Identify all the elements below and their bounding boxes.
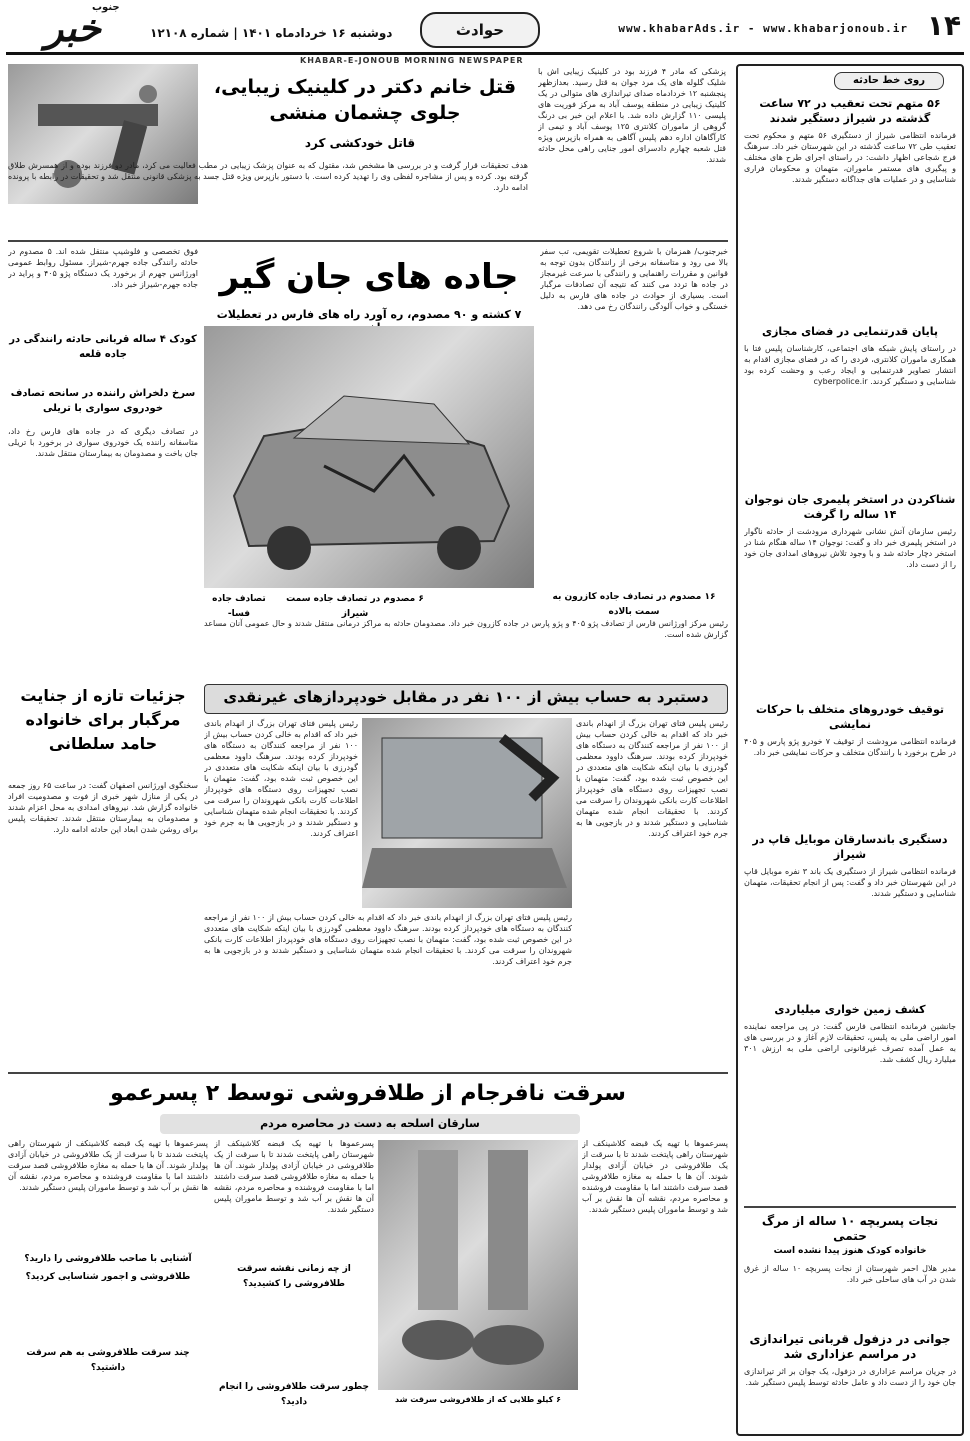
gold-question-3: چند سرقت طلافروشی به هم سرقت داشتید؟ xyxy=(26,1348,190,1373)
sidebar-item-title: کشف زمین خواری میلیاردی xyxy=(774,1003,926,1016)
gold-subtitle-bar: سارقان اسلحه به دست در محاصره مردم xyxy=(160,1114,580,1134)
newspaper-logo: خبر xyxy=(45,5,101,50)
page-number: ۱۴ xyxy=(926,9,962,42)
masthead-rule xyxy=(6,52,964,55)
section-title: حوادث xyxy=(420,12,540,48)
road-caption-3: تصادف جاده فسا- xyxy=(212,594,266,619)
sidebar-item-title: پایان قدرتنمایی در فضای مجازی xyxy=(761,325,939,338)
sidebar-item xyxy=(744,96,956,316)
sidebar-item xyxy=(744,702,956,822)
sidebar-item-title: دستگیری باندسارقان موبایل قاپ در شیراز xyxy=(752,833,948,861)
sidebar-item-title: جوانی در دزفول قربانی تیراندازی در مراسم عزاداری شد xyxy=(749,1332,951,1361)
sidebar-divider xyxy=(744,1206,956,1208)
sidebar-item-subtitle: خانواده کودک هنوز پیدا نشده است xyxy=(773,1246,927,1256)
crime-body: رئیس پلیس فتای تهران بزرگ از انهدام باندی خبر داد که اقدام به خالی کردن حساب بیش از ۱۰۰ نفر از مراجعه کنندگان به دستگاه های خودپرداز کرده بودند. سرهنگ داوود معظمی گودرزی با بیان اینکه شکایت های متعددی در این خصوص ثبت شده بود، گفت: متهمان با نصب تجهیزات روی دستگاه های خودپرداز اطلاعات کارت بانکی شهروندان را سرقت می کردند. با تحقیقات انجام شده متهمان شناسایی و دستگیر شدند و در بازجویی ها به جرم خود اعتراف کردند. xyxy=(576,719,728,838)
sidebar-item-body: در راستای پایش شبکه های اجتماعی، کارشناسان پلیس فتا با همکاری ماموران کلانتری، فردی را که در فضای مجازی اقدام به انتشار تصاویر قدرتنمایی و ایجاد رعب و وحشت کرده بود شناسایی و دستگیر کردند. cyberpolice.ir xyxy=(744,344,956,386)
crime-headline: دستبرد به حساب بیش از ۱۰۰ نفر در مقابل خودپردازهای غیرنقدی xyxy=(223,688,709,706)
divider xyxy=(8,1072,728,1074)
gold-headline: سرقت نافرجام از طلافروشی توسط ۲ پسرعمو xyxy=(110,1081,626,1106)
laptop-icon xyxy=(362,718,572,908)
sidebar-item-title: نجات پسربچه ۱۰ ساله از مرگ حتمی xyxy=(761,1214,939,1243)
logo-subtitle: جنوب xyxy=(92,2,120,13)
gold-body-left: پسرعموها با تهیه یک قبضه کلاشینکف از شهرستان راهی پایتخت شدند تا با سرقت از یک طلافروشی در خیابان آزادی پولدار شوند. آن ها با حمله به مغازه طلافروشی قصد سرقت داشتند اما با مقاومت فروشنده و محاصره مردم، نقشه آن ها نقش بر آب شد و توسط ماموران پلیس دستگیر شدند. xyxy=(8,1139,208,1192)
sidebar-label: روی خط حادثه xyxy=(834,72,944,90)
road-caption-2: ۶ مصدوم در تصادف جاده سمت شیراز xyxy=(286,594,424,619)
sidebar-item xyxy=(744,1332,956,1432)
sidebar-item xyxy=(744,1214,956,1324)
gold-photo xyxy=(378,1140,578,1390)
gold-question-2: طلافروشی و اجمور شناسایی کردید؟ xyxy=(25,1272,191,1282)
website-urls[interactable]: www.khabarAds.ir - www.khabarjonoub.ir xyxy=(618,22,908,35)
detail-body: سخنگوی اورژانس اصفهان گفت: در ساعت ۶۵ روز جمعه در یکی از منازل شهر خبری از فوت و مصدومیت افراد خانواده گزارش شد. نیروهای امدادی به محل اعزام شدند و مصدومان به بیمارستان منتقل شدند. تحقیقات پلیس برای روشن شدن ابعاد این حادثه ادامه دارد. xyxy=(8,781,198,834)
crime-body-side: رئیس پلیس فتای تهران بزرگ از انهدام باندی خبر داد که اقدام به خالی کردن حساب بیش از ۱۰۰ نفر از مراجعه کنندگان به دستگاه های خودپرداز کرده بودند. سرهنگ داوود معظمی گودرزی با بیان اینکه شکایت های متعددی در این خصوص ثبت شده بود، گفت: متهمان با نصب تجهیزات روی دستگاه های خودپرداز اطلاعات کارت بانکی شهروندان را سرقت می کردند. با تحقیقات انجام شده متهمان شناسایی و دستگیر شدند و در بازجویی ها به جرم خود اعتراف کردند. xyxy=(204,719,358,838)
road-body-left: رئیس مرکز اورژانس فارس از تصادف پژو ۴۰۵ و پژو پارس در جاده کازرون خبر داد. مصدومان حادثه به مراکز درمانی منتقل شدند و حال عمومی آنان مساعد گزارش شده است. xyxy=(204,619,728,639)
column-left-body: فوق تخصصی و فلوشیپ منتقل شده اند. ۵ مصدوم در حادثه رانندگی جاده جهرم-شیراز. مسئول روابط عمومی اورژانس جهرم از برخورد یک دستگاه پژو ۴۰۵ و پراید در جاده جهرم-شیراز خبر داد. xyxy=(8,247,198,289)
sidebar-item xyxy=(744,1002,956,1202)
sidebar-item-body: مدیر هلال احمر شهرستان از نجات پسربچه ۱۰ ساله از غرق شدن در آب های ساحلی خبر داد. xyxy=(744,1264,956,1284)
sidebar-item-title: ۵۶ متهم تحت تعقیب در ۷۲ ساعت گذشته در شیراز دستگیر شدند xyxy=(759,97,941,125)
gold-question-4: از چه زمانی نقشه سرقت طلافروشی را کشیدید؟ xyxy=(237,1264,351,1289)
column-left-body-2: در تصادف دیگری که در جاده های فارس رخ داد، متاسفانه راننده یک خودروی سواری در برخورد با تریلی جان باخت و مصدومان به بیمارستان منتقل شدند. xyxy=(8,427,198,458)
sidebar-item xyxy=(744,832,956,992)
lead-headline: قتل خانم دکتر در کلینیک زیبایی، جلوی چشمان منشی xyxy=(213,76,517,124)
gold-question-5: چطور سرقت طلافروشی را انجام دادید؟ xyxy=(218,1382,370,1407)
sidebar-item-title: توقیف خودروهای متخلف با حرکات نمایشی xyxy=(755,703,945,731)
gold-photo-caption: ۶ کیلو طلایی که از طلافروشی سرقت شد xyxy=(395,1395,561,1404)
sidebar-item-title: شناکردن در استخر پلیمری جان نوجوان ۱۴ ساله را گرفت xyxy=(744,493,956,521)
road-body: خبرجنوب/ همزمان با شروع تعطیلات تقویمی، تب سفر بالا می رود و متاسفانه برخی از رانندگان بدون توجه به قوانین و مقررات راهنمایی و رانندگی با سرعت غیرمجاز در جاده ها تردد می کنند که نتیجه آن تصادفات مرگبار است. بسیاری از حوادث در جاده های فارس به دلیل خستگی و خواب آلودگی رانندگان رخ می دهد. xyxy=(540,247,728,311)
road-subtitle: ۷ کشته و ۹۰ مصدوم، ره آورد راه های فارس در تعطیلات xyxy=(216,308,522,321)
paper-name: KHABAR-E-JONOUB MORNING NEWSPAPER xyxy=(300,56,524,65)
sidebar-item-body: در جریان مراسم عزاداری در دزفول، یک جوان بر اثر تیراندازی جان خود را از دست داد و عامل حادثه توسط پلیس دستگیر شد. xyxy=(744,1367,956,1387)
column-left-heading-2: سرخ دلخراش راننده در سانحه تصادف خودروی سواری با تریلی xyxy=(10,388,196,414)
car-icon xyxy=(204,326,534,588)
sidebar-item-body: فرمانده انتظامی مرودشت از توقیف ۷ خودرو پژو پارس و ۴۰۵ در طرح برخورد با رانندگان متخلف و حرکات نمایشی خبر داد. xyxy=(744,737,956,757)
road-caption-1: ۱۶ مصدوم در تصادف جاده کازرون به سمت بالاده xyxy=(552,592,716,617)
lead-subtitle: قاتل خودکشی کرد xyxy=(304,136,416,150)
sidebar-item-body: جانشین فرمانده انتظامی فارس گفت: در پی مراجعه نماینده امور اراضی ملی به پلیس، تحقیقات لازم آغاز و در بررسی های به عمل آمده تصرف غیرقانونی اراضی ملی به ارزش ۳۰۱ میلیارد ریال کشف شد. xyxy=(744,1022,956,1064)
sidebar-item-body: رئیس سازمان آتش نشانی شهرداری مرودشت از حادثه ناگوار در استخر پلیمری خبر داد و گفت: نوجوان ۱۴ ساله هنگام شنا در استخر دچار حادثه شد و با وجود تلاش نیروهای امدادی جان خود را از دست داد. xyxy=(744,527,956,569)
gold-question-1: آشنایی با صاحب طلافروشی را دارید؟ xyxy=(24,1254,192,1264)
lead-body-right: پزشکی که مادر ۴ فرزند بود در کلینیک زیبایی اش با شلیک گلوله های یک مرد جوان به قتل رسید. بعدازظهر پنجشنبه ۱۲ خردادماه صدای تیراندازی های متوالی در یک کلینیک زیبایی در منطقه یوسف آباد به مرکز فوریت های پلیسی ۱۱۰ گزارش داده شد. با اعلام این خبر بی درنگ گروهی از ماموران کلانتری ۱۲۵ یوسف آباد و تیمی از کارآگاهان اداره دهم پلیس آگاهی به همراه بازپرس ویژه قتل شعبه چهارم دادسرای امور جنایی راهی محل حادثه شدند. xyxy=(538,67,726,164)
issue-dateline: دوشنبه ۱۶ خردادماه ۱۴۰۱ | شماره ۱۲۱۰۸ xyxy=(150,26,393,40)
shoes-icon xyxy=(378,1140,578,1390)
sidebar-item-body: فرمانده انتظامی شیراز از دستگیری ۵۶ متهم و محکوم تحت تعقیب طی ۷۲ ساعت گذشته در این شهرستان خبر داد. سرهنگ فرج شجاعی اظهار داشت: در راستای اجرای طرح های مختلف و پیگیری های مستمر ماموران، متهمان و محکومان فراری شناسایی و در عملیات های جداگانه دستگیر شدند. xyxy=(744,131,956,184)
road-headline: جاده های جان گیر xyxy=(219,257,519,297)
sidebar-item xyxy=(744,324,956,484)
crime-body-lower: رئیس پلیس فتای تهران بزرگ از انهدام باندی خبر داد که اقدام به خالی کردن حساب بیش از ۱۰۰ نفر از مراجعه کنندگان به دستگاه های خودپرداز کرده بودند. سرهنگ داوود معظمی گودرزی با بیان اینکه شکایت های متعددی در این خصوص ثبت شده بود، گفت: متهمان با نصب تجهیزات روی دستگاه های خودپرداز اطلاعات کارت بانکی شهروندان را سرقت می کردند. با تحقیقات انجام شده متهمان شناسایی و دستگیر شدند و در بازجویی ها به جرم خود اعتراف کردند. xyxy=(204,913,572,966)
sidebar-item xyxy=(744,492,956,692)
road-photo-wrecked-car xyxy=(204,326,534,588)
lead-body-left: هدف تحقیقات قرار گرفت و در بررسی ها مشخص شد، مقتول که به عنوان پزشک زیبایی در مطب فعالیت می کرد، مادر دو فرزند بوده و از همسرش طلاق گرفته بود. کرده و پس از مشاجره لفظی وی را تهدید کرده است. با دستور بازپرس ویژه قتل جسد به پزشکی قانونی منتقل شد و تحقیقات در رابطه با پرونده ادامه دارد. xyxy=(8,161,528,192)
crime-photo-laptop xyxy=(362,718,572,908)
gold-body-mid: پسرعموها با تهیه یک قبضه کلاشینکف از شهرستان راهی پایتخت شدند تا با سرقت از یک طلافروشی در خیابان آزادی پولدار شوند. آن ها با حمله به مغازه طلافروشی قصد سرقت داشتند اما با مقاومت فروشنده و محاصره مردم، نقشه آن ها نقش بر آب شد و توسط ماموران پلیس دستگیر شدند. xyxy=(214,1139,374,1214)
sidebar xyxy=(736,64,964,1436)
gold-body-right: پسرعموها با تهیه یک قبضه کلاشینکف از شهرستان راهی پایتخت شدند تا با سرقت از یک طلافروشی در خیابان آزادی پولدار شوند. آن ها با حمله به مغازه طلافروشی قصد سرقت داشتند اما با مقاومت فروشنده و محاصره مردم، نقشه آن ها نقش بر آب شد و توسط ماموران پلیس دستگیر شدند. xyxy=(582,1139,728,1214)
detail-headline: جزئیات تازه از جنایت مرگبار برای خانواده حامد سلطانی xyxy=(20,686,186,753)
column-left-heading-1: کودک ۴ ساله قربانی حادثه رانندگی در جاده قلعه xyxy=(9,334,197,360)
sidebar-item-body: فرمانده انتظامی شیراز از دستگیری یک باند ۳ نفره موبایل قاپ در این شهرستان خبر داد و گفت: پس از انجام تحقیقات، متهمان شناسایی و دستگیر شدند. xyxy=(744,867,956,898)
divider xyxy=(8,240,728,242)
